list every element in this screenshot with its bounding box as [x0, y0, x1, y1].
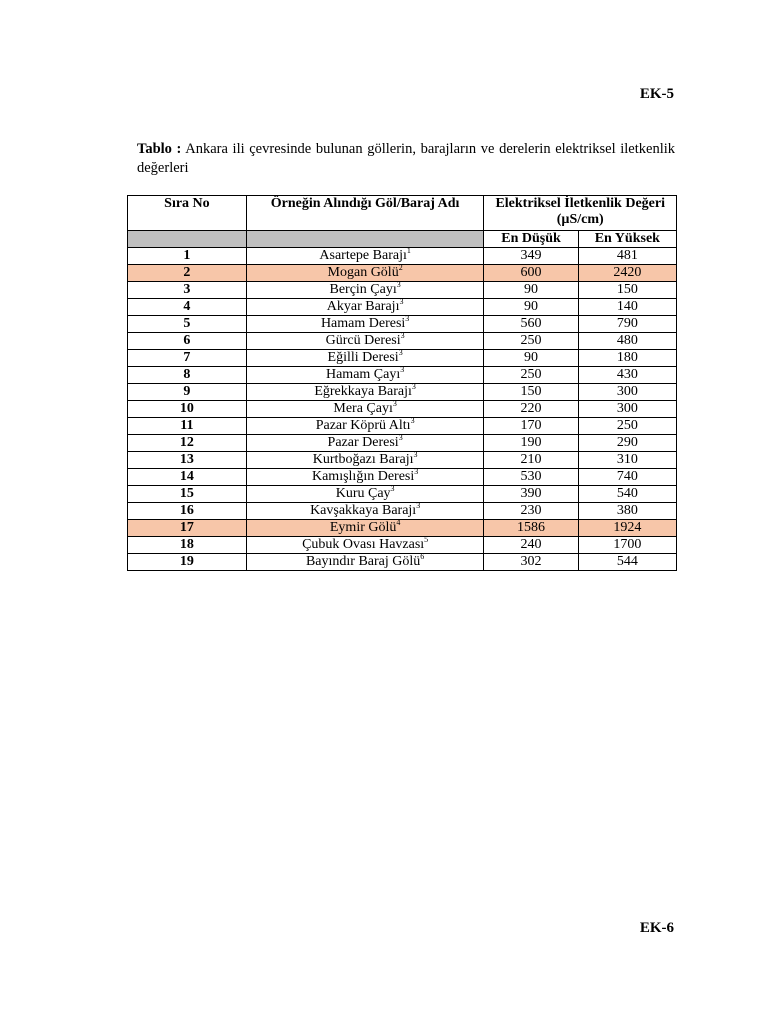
min-value: 230 [484, 503, 578, 520]
sample-name-cell [246, 265, 484, 282]
reference-superscript: 3 [392, 399, 397, 408]
sample-name: Eğrekkaya Barajı [314, 384, 412, 399]
table-row [128, 367, 677, 384]
sample-name-cell [246, 248, 484, 265]
sample-name-cell [246, 333, 484, 350]
min-value: 600 [484, 265, 578, 282]
row-number: 6 [128, 333, 247, 350]
min-value: 1586 [484, 520, 578, 537]
reference-superscript: 3 [414, 467, 419, 476]
sample-name-cell [246, 520, 484, 537]
reference-superscript: 2 [398, 263, 403, 272]
table-row [128, 520, 677, 537]
sample-name: Pazar Köprü Altı [315, 418, 411, 433]
sample-name-cell [246, 452, 484, 469]
table-subheader-row [128, 231, 677, 248]
max-value: 1924 [578, 520, 676, 537]
caption-prefix: Tablo : [137, 141, 182, 157]
reference-superscript: 3 [400, 331, 405, 340]
row-number: 1 [128, 248, 247, 265]
sample-name: Gürcü Deresi [325, 333, 401, 348]
table-row [128, 452, 677, 469]
max-value: 290 [578, 435, 676, 452]
row-number: 13 [128, 452, 247, 469]
table-row [128, 299, 677, 316]
table-row [128, 486, 677, 503]
max-value: 140 [578, 299, 676, 316]
sample-name: Hamam Çayı [325, 367, 401, 382]
header-max: En Yüksek [578, 231, 676, 248]
sample-name-cell [246, 435, 484, 452]
max-value: 481 [578, 248, 676, 265]
min-value: 90 [484, 299, 578, 316]
min-value: 560 [484, 316, 578, 333]
table-row [128, 418, 677, 435]
header-name-blank [246, 231, 484, 248]
sample-name-cell [246, 367, 484, 384]
sample-name-cell [246, 418, 484, 435]
sample-name: Kurtboğazı Barajı [312, 452, 414, 467]
max-value: 310 [578, 452, 676, 469]
row-number: 5 [128, 316, 247, 333]
sample-name: Akyar Barajı [326, 299, 400, 314]
sample-name: Mogan Gölü [327, 265, 399, 280]
sample-name-cell [246, 537, 484, 554]
max-value: 1700 [578, 537, 676, 554]
sample-name: Pazar Deresi [327, 435, 399, 450]
table-row [128, 265, 677, 282]
table-row [128, 554, 677, 571]
sample-name: Hamam Deresi [320, 316, 406, 331]
max-value: 540 [578, 486, 676, 503]
sample-name-cell [246, 469, 484, 486]
header-min: En Düşük [484, 231, 578, 248]
max-value: 300 [578, 384, 676, 401]
max-value: 250 [578, 418, 676, 435]
sample-name-cell [246, 401, 484, 418]
reference-superscript: 3 [413, 450, 418, 459]
sample-name-cell [246, 384, 484, 401]
sample-name: Kamışlığın Deresi [311, 469, 415, 484]
min-value: 90 [484, 350, 578, 367]
max-value: 790 [578, 316, 676, 333]
page-number-top: EK-5 [639, 86, 674, 102]
sample-name: Asartepe Barajı [319, 248, 407, 263]
sample-name: Mera Çayı [333, 401, 393, 416]
row-number: 15 [128, 486, 247, 503]
sample-name-cell [246, 350, 484, 367]
row-number: 19 [128, 554, 247, 571]
row-number: 4 [128, 299, 247, 316]
sample-name: Berçin Çayı [329, 282, 397, 297]
min-value: 220 [484, 401, 578, 418]
min-value: 250 [484, 367, 578, 384]
row-number: 14 [128, 469, 247, 486]
sample-name: Eymir Gölü [329, 520, 397, 535]
min-value: 210 [484, 452, 578, 469]
reference-superscript: 3 [398, 348, 403, 357]
sample-name-cell [246, 554, 484, 571]
table-row [128, 316, 677, 333]
row-number: 2 [128, 265, 247, 282]
caption-text: Ankara ili çevresinde bulunan göllerin, barajların ve derelerin elektriksel iletkenlik değerleri [137, 141, 676, 176]
min-value: 302 [484, 554, 578, 571]
table-row [128, 333, 677, 350]
table-caption [137, 140, 675, 178]
reference-superscript: 6 [420, 552, 425, 561]
reference-superscript: 3 [405, 314, 410, 323]
max-value: 430 [578, 367, 676, 384]
table-row [128, 503, 677, 520]
reference-superscript: 3 [416, 501, 421, 510]
reference-superscript: 3 [390, 484, 395, 493]
min-value: 190 [484, 435, 578, 452]
sample-name: Kuru Çay [335, 486, 391, 501]
table-row [128, 248, 677, 265]
sample-name: Çubuk Ovası Havzası [302, 537, 425, 552]
table-row [128, 435, 677, 452]
row-number: 3 [128, 282, 247, 299]
reference-superscript: 1 [406, 246, 411, 255]
max-value: 150 [578, 282, 676, 299]
min-value: 240 [484, 537, 578, 554]
reference-superscript: 4 [396, 518, 401, 527]
row-number: 16 [128, 503, 247, 520]
table-row [128, 350, 677, 367]
min-value: 530 [484, 469, 578, 486]
header-sira-no-blank [128, 231, 247, 248]
reference-superscript: 3 [411, 382, 416, 391]
row-number: 12 [128, 435, 247, 452]
conductivity-table [127, 195, 677, 571]
max-value: 180 [578, 350, 676, 367]
header-sample-name: Örneğin Alındığı Göl/Baraj Adı [246, 196, 484, 231]
sample-name-cell [246, 486, 484, 503]
row-number: 7 [128, 350, 247, 367]
row-number: 18 [128, 537, 247, 554]
max-value: 544 [578, 554, 676, 571]
sample-name-cell [246, 282, 484, 299]
max-value: 740 [578, 469, 676, 486]
table-row [128, 469, 677, 486]
page-number-bottom: EK-6 [639, 920, 674, 936]
table-row [128, 282, 677, 299]
max-value: 300 [578, 401, 676, 418]
table-header-row [128, 196, 677, 231]
reference-superscript: 3 [398, 433, 403, 442]
header-conductivity: Elektriksel İletkenlik Değeri (µS/cm) [484, 196, 677, 231]
reference-superscript: 3 [410, 416, 415, 425]
max-value: 480 [578, 333, 676, 350]
max-value: 2420 [578, 265, 676, 282]
row-number: 8 [128, 367, 247, 384]
min-value: 250 [484, 333, 578, 350]
row-number: 9 [128, 384, 247, 401]
min-value: 170 [484, 418, 578, 435]
min-value: 349 [484, 248, 578, 265]
reference-superscript: 3 [396, 280, 401, 289]
table-row [128, 384, 677, 401]
reference-superscript: 3 [399, 297, 404, 306]
table-row [128, 401, 677, 418]
row-number: 10 [128, 401, 247, 418]
reference-superscript: 5 [424, 535, 429, 544]
sample-name-cell [246, 299, 484, 316]
sample-name-cell [246, 316, 484, 333]
min-value: 90 [484, 282, 578, 299]
row-number: 17 [128, 520, 247, 537]
header-sira-no: Sıra No [128, 196, 247, 231]
table-row [128, 537, 677, 554]
row-number: 11 [128, 418, 247, 435]
min-value: 390 [484, 486, 578, 503]
sample-name: Eğilli Deresi [327, 350, 399, 365]
max-value: 380 [578, 503, 676, 520]
table-body [128, 248, 677, 571]
sample-name-cell [246, 503, 484, 520]
sample-name: Kavşakkaya Barajı [310, 503, 417, 518]
min-value: 150 [484, 384, 578, 401]
reference-superscript: 3 [400, 365, 405, 374]
sample-name: Bayındır Baraj Gölü [305, 554, 421, 569]
